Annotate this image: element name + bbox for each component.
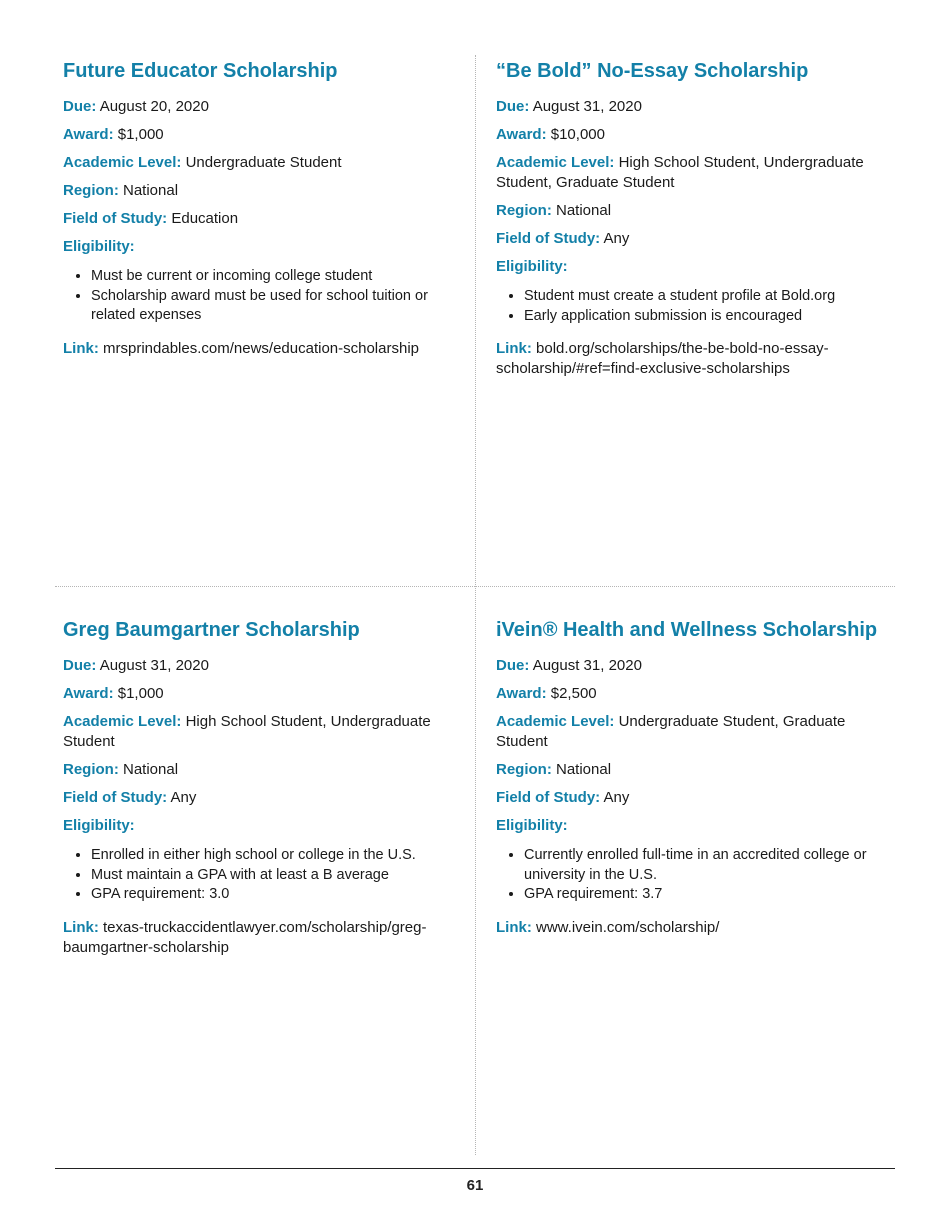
link-url: texas-truckaccidentlawyer.com/scholarship/greg-baumgartner-scholarship [63,918,427,956]
link-label: Link: [63,918,99,936]
region-label: Region: [496,202,552,219]
academic-level-field [63,712,458,752]
eligibility-list [63,846,458,905]
award-field [63,684,458,704]
region-value: National [123,761,179,778]
academic-level-value: Undergraduate Student, Graduate Student [496,713,846,750]
eligibility-item: • Must maintain a GPA with at least a B average [91,866,458,886]
due-field [63,656,458,676]
region-field [63,760,458,780]
due-value: August 20, 2020 [99,98,209,115]
link-url: www.ivein.com/scholarship/ [536,918,720,936]
due-value: August 31, 2020 [99,657,209,674]
scholarship-card-greg-baumgartner [63,617,458,966]
award-label: Award: [496,126,547,143]
field-of-study-label: Field of Study: [496,789,601,806]
due-value: August 31, 2020 [532,98,642,115]
academic-level-label: Academic Level: [63,154,182,171]
due-label: Due: [63,98,97,115]
field-of-study-value: Any [603,789,630,806]
region-label: Region: [63,761,119,778]
field-of-study-value: Education [171,210,239,227]
academic-level-label: Academic Level: [496,713,615,730]
due-field [496,97,891,117]
award-value: $1,000 [117,126,164,143]
scholarship-title: Future Educator Scholarship [63,60,338,82]
link-label: Link: [63,339,99,357]
eligibility-item: • Early application submission is encouraged [524,307,891,327]
link-field [496,918,891,938]
link-label: Link: [496,918,532,936]
due-field [63,97,458,117]
region-field [496,201,891,221]
academic-level-field [496,153,891,193]
eligibility-item: • Must be current or incoming college student [91,267,458,287]
academic-level-label: Academic Level: [63,713,182,730]
eligibility-item: • Currently enrolled full-time in an accredited college or university in the U.S. [524,846,891,885]
scholarship-title: iVein® Health and Wellness Scholarship [496,619,878,641]
vertical-divider [475,55,476,1155]
award-field [496,684,891,704]
award-label: Award: [496,685,547,702]
link-url: mrsprindables.com/news/education-scholarship [103,339,419,357]
due-label: Due: [496,657,530,674]
field-of-study-label: Field of Study: [63,789,168,806]
field-of-study-field [63,788,458,808]
due-value: August 31, 2020 [532,657,642,674]
award-field [63,125,458,145]
eligibility-label: Eligibility: [63,817,135,834]
link-url: bold.org/scholarships/the-be-bold-no-essay-scholarship/#ref=find-exclusive-scholarships [496,340,829,377]
academic-level-value: High School Student, Undergraduate Student, Graduate Student [496,154,864,191]
academic-level-field [496,712,891,752]
region-value: National [556,202,612,219]
field-of-study-label: Field of Study: [63,210,168,227]
footer-rule [55,1168,895,1169]
academic-level-value: Undergraduate Student [185,154,342,171]
due-label: Due: [63,657,97,674]
eligibility-list [496,846,891,905]
award-value: $10,000 [550,126,605,143]
scholarship-title: Greg Baumgartner Scholarship [63,619,360,641]
award-label: Award: [63,126,114,143]
eligibility-item: • Scholarship award must be used for school tuition or related expenses [91,287,458,326]
due-label: Due: [496,98,530,115]
field-of-study-value: Any [170,789,197,806]
region-label: Region: [63,182,119,199]
link-field [63,918,458,958]
link-label: Link: [496,340,532,357]
scholarship-card-ivein [496,617,891,946]
page-number: 61 [466,1177,484,1194]
eligibility-label: Eligibility: [496,817,568,834]
eligibility-item: • Enrolled in either high school or college in the U.S. [91,846,458,866]
scholarship-card-future-educator [63,58,458,367]
eligibility-item: • Student must create a student profile at Bold.org [524,287,891,307]
field-of-study-field [496,229,891,249]
region-field [496,760,891,780]
award-label: Award: [63,685,114,702]
due-field [496,656,891,676]
eligibility-list [63,267,458,326]
award-value: $1,000 [117,685,164,702]
academic-level-label: Academic Level: [496,154,615,171]
horizontal-divider [55,586,895,587]
eligibility-label: Eligibility: [496,258,568,275]
link-field [63,339,458,359]
region-value: National [556,761,612,778]
region-field [63,181,458,201]
scholarship-title: “Be Bold” No-Essay Scholarship [496,60,809,82]
region-value: National [123,182,179,199]
eligibility-item: • GPA requirement: 3.0 [91,885,458,905]
field-of-study-field [63,209,458,229]
scholarship-card-be-bold [496,58,891,387]
field-of-study-field [496,788,891,808]
academic-level-value: High School Student, Undergraduate Student [63,713,431,750]
eligibility-list [496,287,891,326]
eligibility-item: • GPA requirement: 3.7 [524,885,891,905]
region-label: Region: [496,761,552,778]
award-value: $2,500 [550,685,597,702]
field-of-study-label: Field of Study: [496,230,601,247]
academic-level-field [63,153,458,173]
field-of-study-value: Any [603,230,630,247]
eligibility-label: Eligibility: [63,238,135,255]
link-field [496,339,891,379]
award-field [496,125,891,145]
